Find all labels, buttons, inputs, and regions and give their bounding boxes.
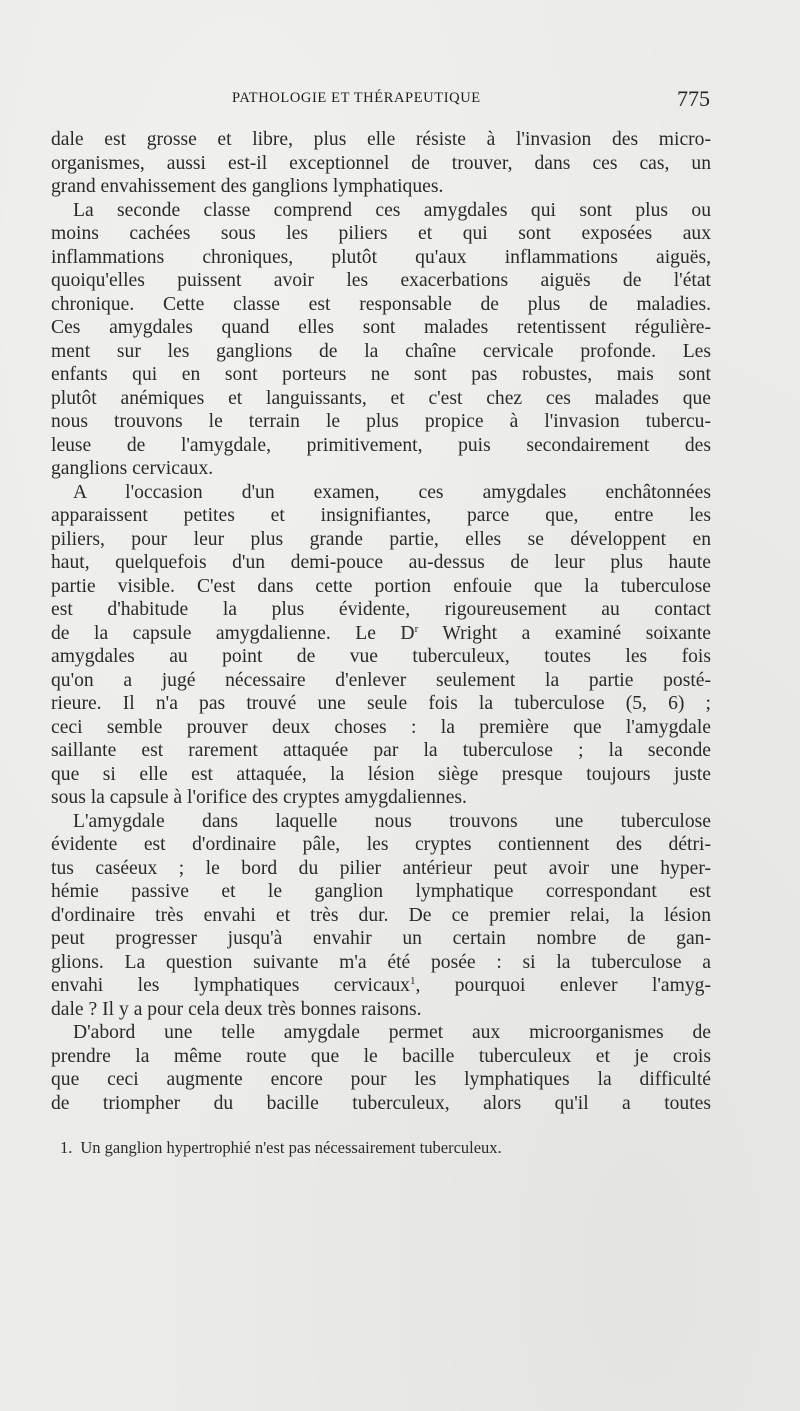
text-line: d'ordinaire très envahi et très dur. De ce premier relai, la lésion bbox=[51, 904, 711, 926]
body-text bbox=[51, 128, 711, 1115]
footnote-reference: 1 bbox=[409, 975, 416, 987]
text-line: sous la capsule à l'orifice des cryptes amygdaliennes. bbox=[51, 787, 467, 808]
text-line: de triompher du bacille tuberculeux, alors qu'il a toutes bbox=[51, 1092, 711, 1114]
text-line: ment sur les ganglions de la chaîne cervicale profonde. Les bbox=[51, 340, 711, 362]
text-line: prendre la même route que le bacille tuberculeux et je crois bbox=[51, 1045, 711, 1067]
text-line: que ceci augmente encore pour les lymphatiques la difficulté bbox=[51, 1069, 711, 1090]
text-line: peut progresser jusqu'à envahir un certain nombre de gan- bbox=[51, 928, 711, 949]
text-line: partie visible. C'est dans cette portion enfouie que la tuberculose bbox=[51, 575, 711, 597]
running-header bbox=[232, 88, 710, 112]
text-segment: de la capsule amygdalienne. Le D bbox=[51, 622, 415, 644]
running-title: PATHOLOGIE ET THÉRAPEUTIQUE bbox=[232, 90, 481, 106]
text-line: grand envahissement des ganglions lymphatiques. bbox=[51, 176, 444, 197]
text-line: ceci semble prouver deux choses : la première que l'amygdale bbox=[51, 716, 711, 738]
text-line: apparaissent petites et insignifiantes, parce que, entre les bbox=[51, 505, 711, 526]
text-line: moins cachées sous les piliers et qui sont exposées aux bbox=[51, 223, 711, 244]
text-line: inflammations chroniques, plutôt qu'aux inflammations aiguës, bbox=[51, 246, 711, 268]
text-line: leuse de l'amygdale, primitivement, puis secondairement des bbox=[51, 434, 711, 456]
footnote-number: 1. bbox=[60, 1138, 73, 1157]
text-line bbox=[51, 622, 711, 646]
text-line: amygdales au point de vue tuberculeux, toutes les fois bbox=[51, 646, 711, 667]
paragraph-start-line: La seconde classe comprend ces amygdales qui sont plus ou bbox=[73, 199, 711, 221]
text-line: nous trouvons le terrain le plus propice à l'invasion tubercu- bbox=[51, 411, 711, 432]
text-line: glions. La question suivante m'a été posée : si la tuberculose a bbox=[51, 951, 711, 973]
text-line: ganglions cervicaux. bbox=[51, 458, 214, 479]
text-line: saillante est rarement attaquée par la tuberculose ; la seconde bbox=[51, 740, 711, 761]
text-line: tus caséeux ; le bord du pilier antérieur peut avoir une hyper- bbox=[51, 857, 711, 879]
text-line: dale est grosse et libre, plus elle résiste à l'invasion des micro- bbox=[51, 129, 711, 150]
paragraph-start-line: A l'occasion d'un examen, ces amygdales enchâtonnées bbox=[73, 481, 711, 503]
text-line: Ces amygdales quand elles sont malades retentissent régulière- bbox=[51, 317, 711, 338]
text-line: dale ? Il y a pour cela deux très bonnes raisons. bbox=[51, 998, 422, 1020]
text-line: que si elle est attaquée, la lésion siège presque toujours juste bbox=[51, 763, 711, 785]
text-line: qu'on a jugé nécessaire d'enlever seulement la partie posté- bbox=[51, 669, 711, 691]
text-line: piliers, pour leur plus grande partie, elles se développent en bbox=[51, 528, 711, 550]
text-line: organismes, aussi est-il exceptionnel de trouver, dans ces cas, un bbox=[51, 152, 711, 174]
text-segment: , pourquoi enlever l'amyg- bbox=[415, 975, 711, 996]
text-line: haut, quelquefois d'un demi-pouce au-dessus de leur plus haute bbox=[51, 552, 711, 573]
text-line: chronique. Cette classe est responsable de plus de maladies. bbox=[51, 293, 711, 315]
text-segment: Wright a examiné soixante bbox=[418, 622, 711, 644]
page-number: 775 bbox=[677, 86, 710, 111]
footnote-text: Un ganglion hypertrophié n'est pas nécessairement tuberculeux. bbox=[80, 1138, 502, 1157]
text-line: enfants qui en sont porteurs ne sont pas robustes, mais sont bbox=[51, 364, 711, 385]
text-line: évidente est d'ordinaire pâle, les cryptes contiennent des détri- bbox=[51, 834, 711, 855]
paragraph-start-line: L'amygdale dans laquelle nous trouvons une tuberculose bbox=[73, 810, 711, 832]
text-line bbox=[51, 974, 711, 998]
text-line: hémie passive et le ganglion lymphatique correspondant est bbox=[51, 881, 711, 902]
footnote bbox=[60, 1138, 700, 1158]
text-line: est d'habitude la plus évidente, rigoureusement au contact bbox=[51, 599, 711, 620]
superscript: r bbox=[414, 622, 419, 635]
text-line: quoiqu'elles puissent avoir les exacerbations aiguës de l'état bbox=[51, 270, 711, 291]
text-line: plutôt anémiques et languissants, et c'est chez ces malades que bbox=[51, 387, 711, 409]
text-line: rieure. Il n'a pas trouvé une seule fois la tuberculose (5, 6) ; bbox=[51, 693, 711, 714]
text-segment: envahi les lymphatiques cervicaux bbox=[51, 975, 410, 996]
paragraph-start-line: D'abord une telle amygdale permet aux microorganismes de bbox=[73, 1022, 711, 1043]
